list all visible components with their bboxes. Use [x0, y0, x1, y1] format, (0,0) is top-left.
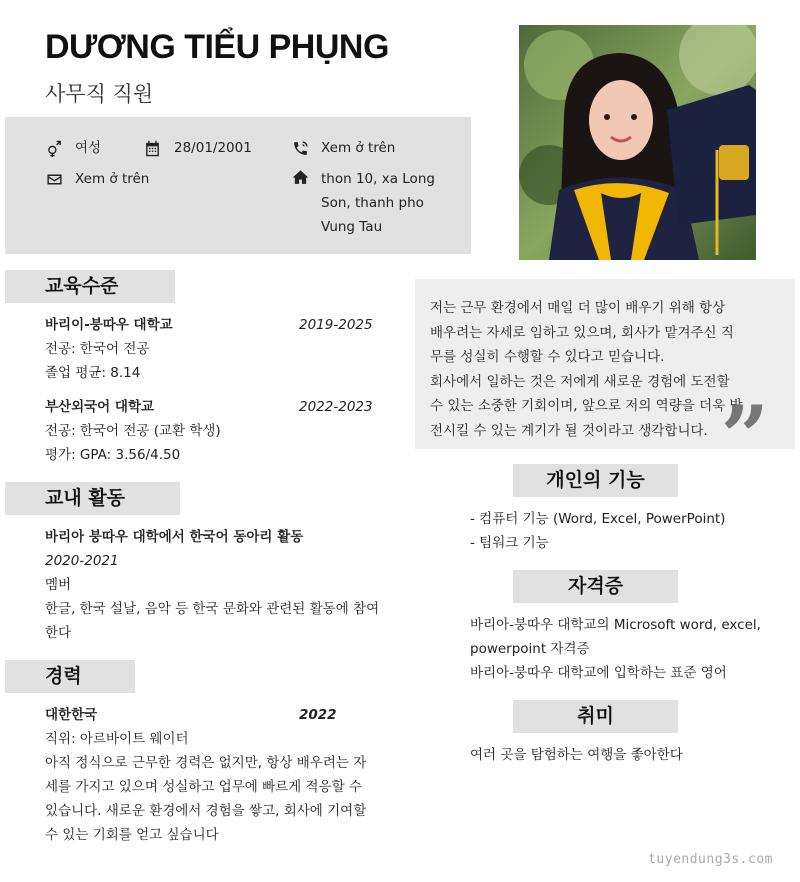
objective-line-5: 수 있는 소중한 기회이며, 앞으로 저의 역량을 더욱 발	[430, 398, 743, 414]
address-line-2: Son, thanh pho	[321, 195, 424, 211]
phone-icon	[291, 139, 309, 157]
experience-year: 2022	[299, 707, 337, 723]
birthdate-value: 28/01/2001	[174, 140, 252, 156]
activities-section-title: 교내 활동	[5, 482, 180, 515]
activity-period: 2020-2021	[45, 553, 119, 569]
experience-company: 대한한국	[45, 707, 98, 723]
activity-desc-1: 한글, 한국 설날, 음악 등 한국 문화와 관련된 활동에 참여	[45, 601, 380, 617]
experience-desc-4: 수 있는 기회를 얻고 싶습니다	[45, 827, 219, 843]
address-line-3: Vung Tau	[321, 219, 383, 235]
home-icon	[291, 168, 309, 186]
objective-line-3: 무를 성실히 수행할 수 있다고 믿습니다.	[430, 349, 665, 365]
skills-section-title: 개인의 기능	[513, 464, 678, 497]
hobbies-section-title: 취미	[513, 700, 678, 733]
activity-position: 멤버	[45, 577, 72, 593]
certificate-line-2: powerpoint 자격증	[470, 641, 590, 657]
calendar-icon	[143, 139, 161, 157]
certificate-line-1: 바리아-붕따우 대학교의 Microsoft word, excel,	[470, 617, 761, 633]
objective-box	[415, 279, 795, 449]
objective-line-4: 회사에서 일하는 것은 저에게 새로운 경험에 도전할	[430, 373, 730, 390]
objective-line-2: 배우려는 자세로 임하고 있으며, 회사가 맡겨주신 직	[430, 324, 734, 341]
gender-icon	[45, 139, 63, 157]
address-line-1: thon 10, xa Long	[321, 171, 435, 187]
education-detail-2a: 전공: 한국어 전공 (교환 학생)	[45, 423, 221, 439]
quote-icon: ”	[720, 395, 769, 449]
profile-photo	[519, 25, 756, 260]
certificate-line-3: 바리아-붕따우 대학교에 입학하는 표준 영어	[470, 665, 727, 681]
objective-line-6: 전시킬 수 있는 계기가 될 것이라고 생각합니다.	[430, 422, 708, 439]
hobbies-text: 여러 곳을 탐험하는 여행을 좋아한다	[470, 747, 683, 763]
objective-text	[430, 296, 760, 443]
skill-item-2: - 팀워크 기능	[470, 535, 549, 551]
education-period-2: 2022-2023	[299, 399, 373, 415]
watermark: tuyendung3s.com	[648, 852, 773, 867]
experience-desc-1: 아직 정식으로 근무한 경력은 없지만, 항상 배우려는 자	[45, 755, 367, 771]
experience-desc-2: 세를 가지고 있으며 성실하고 업무에 빠르게 적응할 수	[45, 779, 362, 795]
contact-box	[5, 117, 471, 254]
experience-position: 직위: 아르바이트 웨이터	[45, 731, 189, 747]
gender-value: 여성	[75, 140, 102, 156]
education-school-2: 부산외국어 대학교	[45, 399, 155, 415]
education-section-title: 교육수준	[5, 270, 175, 303]
phone-value: Xem ở trên	[321, 140, 396, 156]
skill-item-1: - 컴퓨터 기능 (Word, Excel, PowerPoint)	[470, 511, 726, 527]
education-detail-2b: 평가: GPA: 3.56/4.50	[45, 447, 181, 463]
education-school-1: 바리이-붕따우 대학교	[45, 317, 173, 333]
education-period-1: 2019-2025	[299, 317, 373, 333]
education-detail-1b: 졸업 평균: 8.14	[45, 365, 141, 381]
objective-line-1: 저는 근무 환경에서 매일 더 많이 배우기 위해 항상	[430, 300, 726, 316]
activity-name: 바리아 붕따우 대학에서 한국어 동아리 활동	[45, 529, 304, 545]
experience-section-title: 경력	[5, 660, 135, 693]
candidate-role: 사무직 직원	[45, 82, 154, 106]
envelope-icon	[45, 170, 63, 188]
education-detail-1a: 전공: 한국어 전공	[45, 341, 150, 357]
email-value: Xem ở trên	[75, 171, 150, 187]
activity-desc-2: 한다	[45, 625, 72, 641]
experience-desc-3: 있습니다. 새로운 환경에서 경험을 쌓고, 회사에 기여할	[45, 803, 367, 819]
certificates-section-title: 자격증	[513, 570, 678, 603]
candidate-name: DƯƠNG TIỂU PHỤNG	[45, 28, 389, 66]
